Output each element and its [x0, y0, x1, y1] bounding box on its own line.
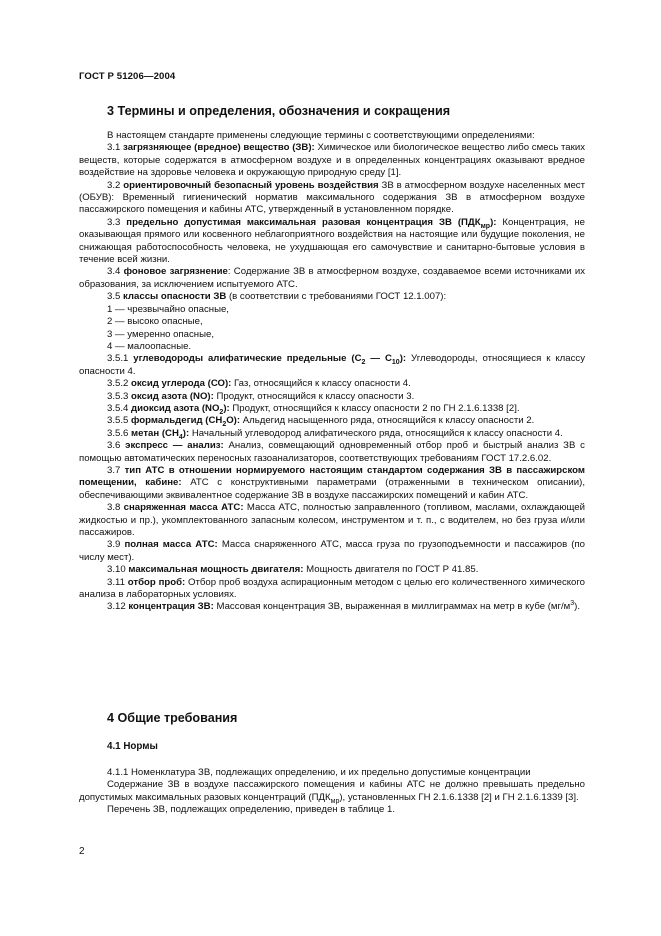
class-item: 4 — малоопасные.	[107, 340, 192, 352]
term-3-5-4: 3.5.4 диоксид азота $(NO_2)$: Продукт, относящийся к классу опасности 2 по ГН 2.1.6.1338 [2].	[107, 402, 520, 416]
paragraph-4-1-1: 4.1.1 Номенклатура ЗВ, подлежащих определению, и их предельно допустимые концентрации	[107, 767, 531, 778]
term-3-11: 3.11 отбор проб: Отбор проб воздуха аспирационным методом с целью его количественного химического анализа в лабораторных условиях.	[79, 576, 586, 601]
paragraph-4-1-1-list-ref: Перечень ЗВ, подлежащих определению, приведен в таблице 1.	[107, 804, 396, 816]
class-item: 3 — умеренно опасные,	[107, 328, 215, 340]
class-item: 2 — высоко опасные,	[107, 316, 203, 328]
intro-paragraph: В настоящем стандарте применены следующие термины с соответствующими определениями:	[107, 130, 535, 141]
subsection-4-1-title: 4.1 Нормы	[107, 741, 158, 752]
term-3-6: 3.6 экспресс — анализ: Анализ, совмещающий одновременный отбор проб и быстрый анализ ЗВ с помощью автоматических переносных газоанализаторов, соответствующих требованиям ГОСТ 17.2.6.02.	[79, 440, 585, 464]
section-3-title: 3 Термины и определения, обозначения и сокращения	[107, 104, 451, 118]
term-3-5-1: 3.5.1 углеводороды алифатические предельные ($С_2$ — $С_{10}$): Углеводороды, относящиеся к классу опасности 4.	[79, 353, 585, 377]
term-3-1: 3.1 загрязняющее (вредное) вещество (ЗВ): Химическое или биологическое вещество либо смесь таких веществ, которые содержатся в атмосферном воздухе и в определенных концентрациях оказывают вредное воздействие на здоровье человека и окружающую природную среду [1].	[79, 142, 585, 179]
document-header: ГОСТ Р 51206—2004	[79, 71, 176, 82]
term-3-10: 3.10 максимальная мощность двигателя: Мощность двигателя по ГОСТ Р 41.85.	[107, 564, 479, 576]
term-3-8: 3.8 снаряженная масса АТС: Масса АТС, полностью заправленного (топливом, маслами, охлаждающей жидкостью и пр.), укомплектованного запасным колесом, инструментом и т. п., с водителем, но без груза и/или пассажиров.	[79, 502, 585, 538]
term-3-3: 3.3 предельно допустимая максимальная разовая концентрация ЗВ $(ПДК_{мр})$: Концентрация, не оказывающая прямого или косвенного неблагоприятного воздействия на настоящие или будущие поколения, не снижающая работоспособность человека, не ухудшающая его самочувствие и санитарно-бытовые условия в течение всей жизни.	[79, 216, 586, 266]
term-3-7: 3.7 тип АТС в отношении нормируемого настоящим стандартом содержания ЗВ в пассажирском помещении, кабине: АТС с конструктивными параметрами (отраженными в техническом описании), обеспечивающими эквивалентное содержание ЗВ в воздухе пассажирских помещений и кабин АТС.	[79, 464, 585, 501]
section-4-title: 4 Общие требования	[107, 711, 238, 725]
term-3-5: 3.5 классы опасности ЗВ (в соответствии с требованиями ГОСТ 12.1.007):	[107, 291, 447, 303]
term-3-5-5: 3.5.5 формальдегид $(СН_2О)$: Альдегид насыщенного ряда, относящийся к классу опасности 2.	[107, 415, 535, 429]
term-3-5-2: 3.5.2 оксид углерода (СО): Газ, относящийся к классу опасности 4.	[107, 378, 411, 390]
section-4-body	[79, 767, 585, 817]
paragraph-4-1-1-content: Содержание ЗВ в воздухе пассажирского помещения и кабины АТС не должно превышать предельно допустимых максимальных разовых концентраций $(ПДК_{мр})$, установленных ГН 2.1.6.1338 [2] и ГН 2.1.6.1339 [3].	[79, 779, 585, 805]
term-3-4: 3.4 фоновое загрязнение: Содержание ЗВ в атмосферном воздухе, создаваемое всеми источниками их образования, за исключением испытуемого АТС.	[79, 266, 585, 290]
term-3-9: 3.9 полная масса АТС: Масса снаряженного АТС, масса груза по грузоподъемности и пассажиров (по числу мест).	[79, 539, 585, 563]
section-3-body	[79, 130, 585, 614]
term-3-5-3: 3.5.3 оксид азота (NO): Продукт, относящийся к классу опасности 3.	[107, 390, 415, 402]
term-3-5-6: 3.5.6 метан $(СН_4)$: Начальный углеводород алифатического ряда, относящийся к классу опасности 4.	[107, 427, 563, 441]
page-number: 2	[79, 846, 85, 857]
term-3-12: 3.12 концентрация ЗВ: Массовая концентрация ЗВ, выраженная в миллиграммах на метр в кубе $(мг/м^3)$.	[107, 600, 581, 613]
term-3-2: 3.2 ориентировочный безопасный уровень воздействия ЗВ в атмосферном воздухе населенных мест (ОБУВ): Временный гигиенический норматив максимального содержания ЗВ в атмосферном воздухе пассажирского помещения и кабины АТС, утвержденный в установленном порядке.	[79, 179, 585, 216]
class-item: 1 — чрезвычайно опасные,	[107, 303, 229, 315]
